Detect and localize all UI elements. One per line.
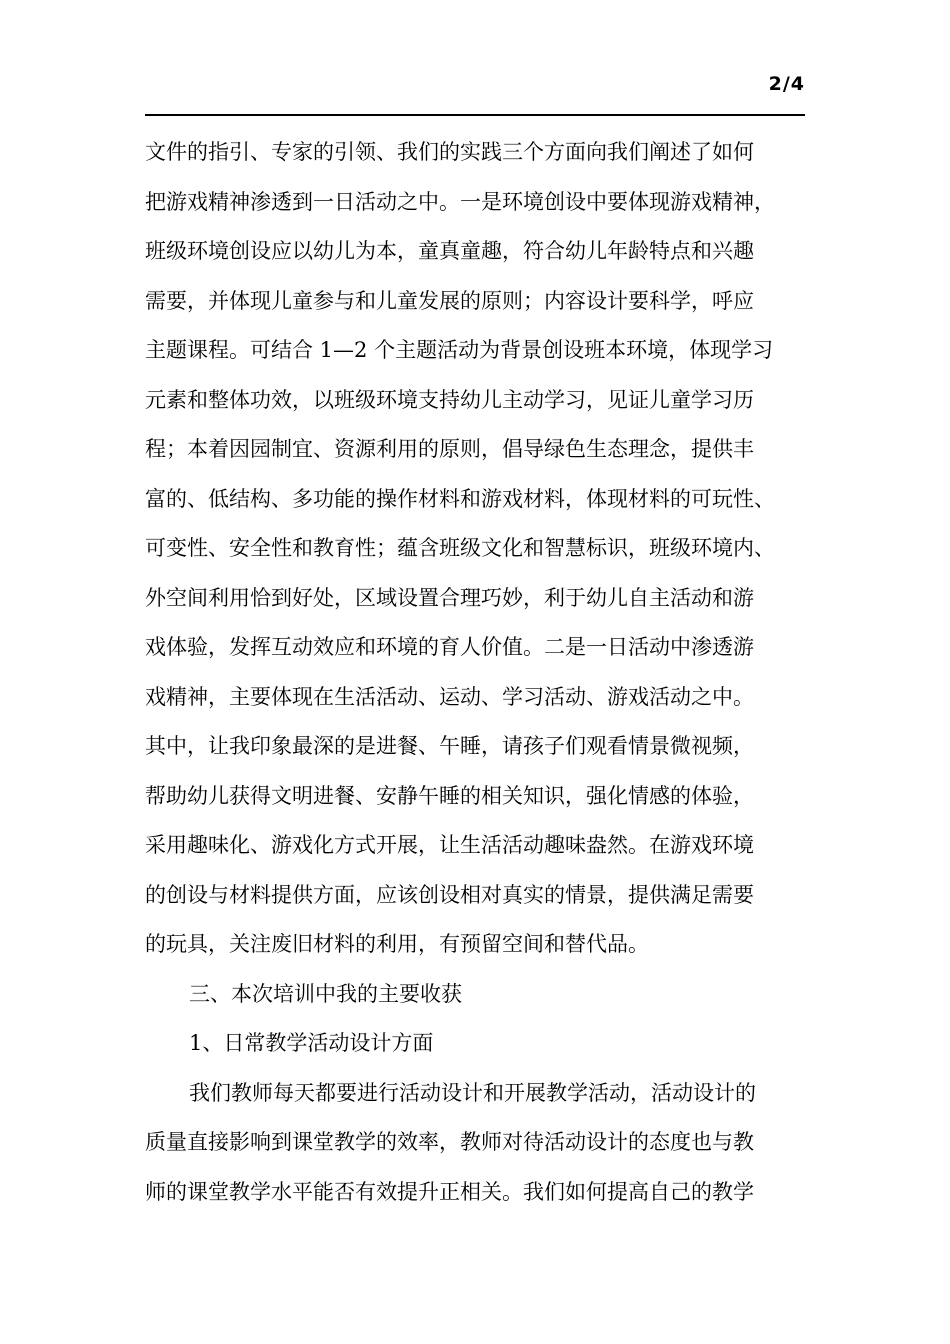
text-line: 把游戏精神渗透到一日活动之中。一是环境创设中要体现游戏精神， bbox=[145, 189, 775, 214]
text-line: 外空间利用恰到好处，区域设置合理巧妙，利于幼儿自主活动和游 bbox=[145, 585, 754, 610]
text-line: 质量直接影响到课堂教学的效率，教师对待活动设计的态度也与教 bbox=[145, 1130, 754, 1154]
text-line: 可变性、安全性和教育性；蕴含班级文化和智慧标识，班级环境内、 bbox=[145, 536, 775, 560]
text-line: 文件的指引、专家的引领、我们的实践三个方面向我们阐述了如何 bbox=[145, 140, 754, 164]
text-line: 需要，并体现儿童参与和儿童发展的原则；内容设计要科学，呼应 bbox=[145, 288, 754, 313]
text-line: 富的、低结构、多功能的操作材料和游戏材料，体现材料的可玩性、 bbox=[145, 486, 775, 511]
text-line: 我们教师每天都要进行活动设计和开展教学活动，活动设计的 bbox=[189, 1080, 756, 1105]
page-header bbox=[145, 72, 805, 116]
section-heading: 三、本次培训中我的主要收获 bbox=[189, 981, 462, 1006]
page-number: 2/4 bbox=[768, 73, 805, 95]
text-line: 程；本着因园制宜、资源利用的原则，倡导绿色生态理念，提供丰 bbox=[145, 437, 754, 461]
text-line: 戏体验，发挥互动效应和环境的育人价值。二是一日活动中渗透游 bbox=[145, 635, 754, 659]
text-line: 采用趣味化、游戏化方式开展，让生活活动趣味盎然。在游戏环境 bbox=[145, 833, 754, 857]
subsection-heading: 1、日常教学活动设计方面 bbox=[189, 1031, 434, 1055]
text-line: 班级环境创设应以幼儿为本，童真童趣，符合幼儿年龄特点和兴趣 bbox=[145, 239, 754, 263]
text-line: 的玩具，关注废旧材料的利用，有预留空间和替代品。 bbox=[145, 932, 649, 956]
text-line: 元素和整体功效，以班级环境支持幼儿主动学习，见证儿童学习历 bbox=[145, 387, 754, 412]
text-line: 戏精神，主要体现在生活活动、运动、学习活动、游戏活动之中。 bbox=[145, 684, 754, 709]
document-body bbox=[145, 128, 827, 1217]
text-line: 其中，让我印象最深的是进餐、午睡，请孩子们观看情景微视频， bbox=[145, 734, 754, 758]
text-line: 师的课堂教学水平能否有效提升正相关。我们如何提高自己的教学 bbox=[145, 1179, 754, 1204]
text-line: 的创设与材料提供方面，应该创设相对真实的情景，提供满足需要 bbox=[145, 882, 754, 907]
text-line: 帮助幼儿获得文明进餐、安静午睡的相关知识，强化情感的体验， bbox=[145, 783, 754, 808]
text-line: 主题课程。可结合 1—2 个主题活动为背景创设班本环境，体现学习 bbox=[145, 338, 774, 362]
